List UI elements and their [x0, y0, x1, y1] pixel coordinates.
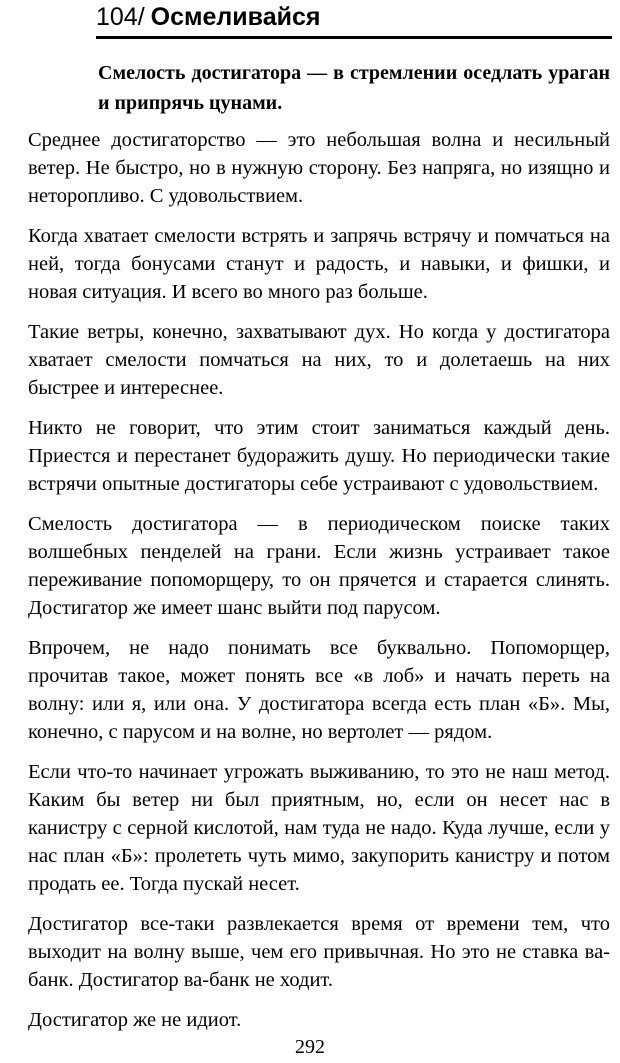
- paragraph-8: Достигатор все-таки развлекается время от времени тем, что выходит на волну выше, чем его привычная. Но это не ставка ва-банк. Достигатор ва-банк не ходит.: [28, 913, 610, 991]
- header-section-title: Осмеливайся: [150, 3, 321, 31]
- paragraph-5: Смелость достигатора — в периодическом поиске таких волшебных пенделей на грани. Если жизнь устраивает такое переживание попоморщеру, то он прячется и старается слинять. Достигатор же имеет шанс выйти под парусом.: [28, 513, 610, 619]
- page-folio: 292: [295, 1036, 325, 1058]
- header-rule: [96, 36, 612, 39]
- paragraph-7: Если что-то начинает угрожать выживанию, то это не наш метод. Каким бы ветер ни был приятным, но, если он несет нас в канистру с серной кислотой, нам туда не надо. Куда лучше, если у нас план «Б»: пролететь чуть мимо, закупорить канистру и потом продать ее. Тогда пускай несет.: [28, 761, 610, 895]
- paragraph-2: Когда хватает смелости встрять и запрячь встрячу и помчаться на ней, тогда бонусами станут и радость, и навыки, и фишки, и новая ситуация. И всего во много раз больше.: [28, 225, 610, 303]
- body-text: [28, 126, 610, 1046]
- epigraph: Смелость достигатора — в стремлении оседлать ураган и припрячь цунами.: [98, 62, 610, 114]
- paragraph-1: Среднее достигаторство — это небольшая волна и несильный ветер. Не быстро, но в нужную сторону. Без напряга, но изящно и неторопливо. С удовольствием.: [28, 129, 610, 207]
- running-head: [96, 2, 320, 32]
- paragraph-4: Никто не говорит, что этим стоит заниматься каждый день. Приестся и перестанет будоражить душу. Но периодически такие встрячи опытные достигаторы себе устраивают с удовольствием.: [28, 417, 610, 495]
- paragraph-3: Такие ветры, конечно, захватывают дух. Но когда у достигатора хватает смелости помчаться на них, то и долетаешь на них быстрее и интереснее.: [28, 321, 610, 399]
- paragraph-6: Впрочем, не надо понимать все буквально. Попоморщер, прочитав такое, может понять все «в лоб» и начать переть на волну: или я, или она. У достигатора всегда есть план «Б». Мы, конечно, с парусом и на волне, но вертолет — рядом.: [28, 637, 610, 743]
- header-page-number: 104/: [96, 3, 145, 31]
- paragraph-9: Достигатор же не идиот.: [28, 1009, 242, 1031]
